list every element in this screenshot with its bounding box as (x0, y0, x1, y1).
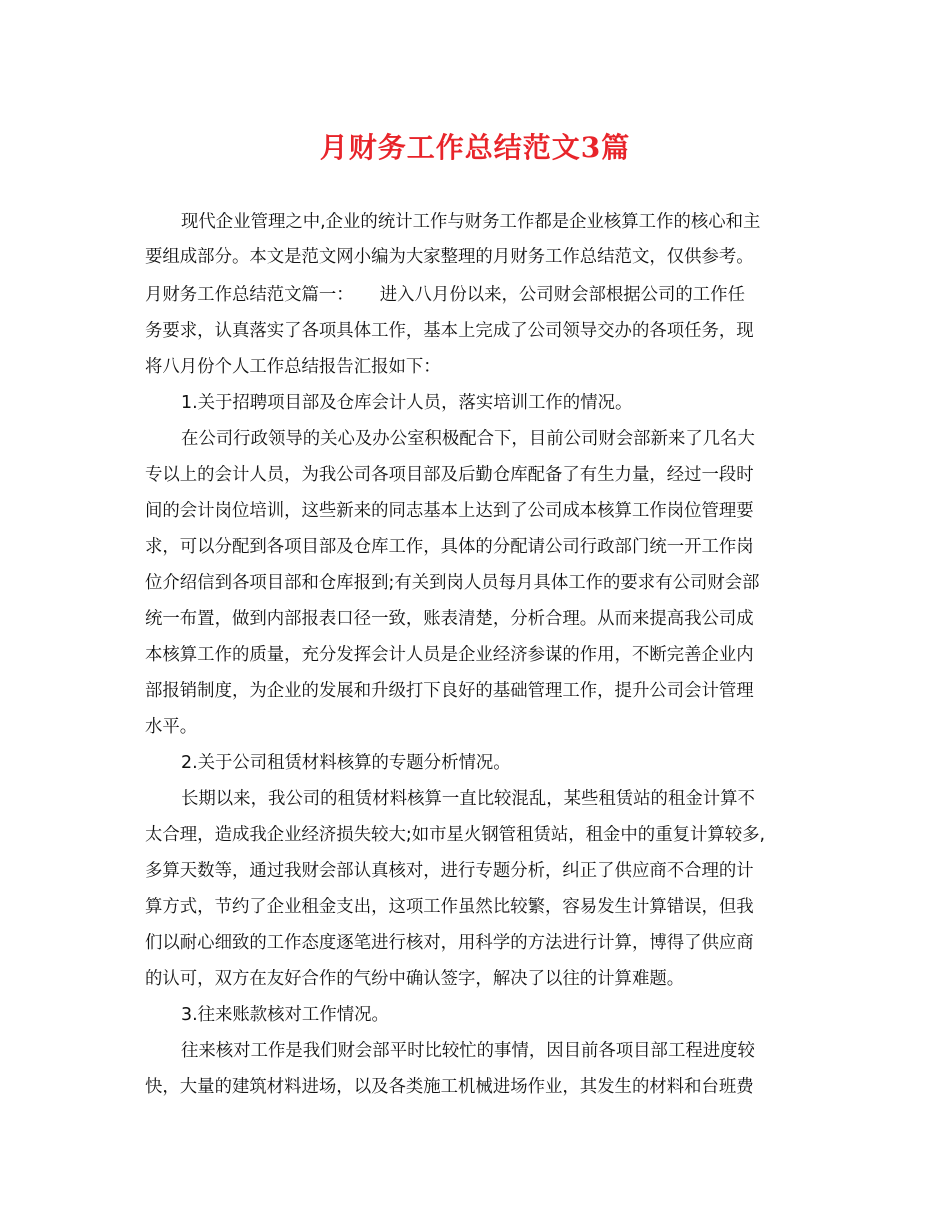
paragraph-line: 的认可，双方在友好合作的气纷中确认签字，解决了以往的计算难题。 (145, 969, 685, 989)
paragraph-line: 部报销制度，为企业的发展和升级打下良好的基础管理工作，提升公司会计管理 (145, 681, 754, 701)
paragraph-line: 多算天数等，通过我财会部认真核对，进行专题分析，纠正了供应商不合理的计 (145, 861, 754, 881)
paragraph-line: 水平。 (145, 717, 198, 737)
section-heading: 2.关于公司租赁材料核算的专题分析情况。 (181, 753, 511, 773)
document-title: 月财务工作总结范文3篇 (319, 131, 631, 164)
paragraph-line: 专以上的会计人员，为我公司各项目部及后勤仓库配备了有生力量，经过一段时 (145, 465, 754, 485)
paragraph-line: 往来核对工作是我们财会部平时比较忙的事情，因目前各项目部工程进度较 (181, 1041, 755, 1061)
paragraph-line: 们以耐心细致的工作态度逐笔进行核对，用科学的方法进行计算，博得了供应商 (145, 933, 754, 953)
paragraph-line: 太合理，造成我企业经济损失较大;如市星火钢管租赁站，租金中的重复计算较多, (145, 825, 766, 845)
paragraph-line: 间的会计岗位培训，这些新来的同志基本上达到了公司成本核算工作岗位管理要 (145, 501, 754, 521)
paragraph-line: 在公司行政领导的关心及办公室积极配合下，目前公司财会部新来了几名大 (181, 429, 755, 449)
paragraph-line: 月财务工作总结范文篇一： 进入八月份以来，公司财会部根据公司的工作任 (145, 285, 745, 305)
section-heading: 3.往来账款核对工作情况。 (181, 1005, 389, 1025)
paragraph-line: 本核算工作的质量，充分发挥会计人员是企业经济参谋的作用，不断完善企业内 (145, 645, 754, 665)
section-heading: 1.关于招聘项目部及仓库会计人员，落实培训工作的情况。 (181, 393, 633, 413)
paragraph-line: 将八月份个人工作总结报告汇报如下： (145, 357, 441, 377)
paragraph-line: 长期以来，我公司的租赁材料核算一直比较混乱，某些租赁站的租金计算不 (181, 789, 755, 809)
paragraph-line: 位介绍信到各项目部和仓库报到;有关到岗人员每月具体工作的要求有公司财会部 (145, 573, 760, 593)
paragraph-line: 务要求，认真落实了各项具体工作，基本上完成了公司领导交办的各项任务，现 (145, 321, 754, 341)
paragraph-line: 快，大量的建筑材料进场，以及各类施工机械进场作业，其发生的材料和台班费 (145, 1077, 754, 1097)
paragraph-line: 统一布置，做到内部报表口径一致，账表清楚，分析合理。从而来提高我公司成 (145, 609, 754, 629)
paragraph-line: 要组成部分。本文是范文网小编为大家整理的月财务工作总结范文，仅供参考。 (145, 247, 754, 267)
paragraph-line: 现代企业管理之中,企业的统计工作与财务工作都是企业核算工作的核心和主 (181, 212, 761, 232)
paragraph-line: 求，可以分配到各项目部及仓库工作，具体的分配请公司行政部门统一开工作岗 (145, 537, 754, 557)
paragraph-line: 算方式，节约了企业租金支出，这项工作虽然比较繁，容易发生计算错误，但我 (145, 897, 754, 917)
